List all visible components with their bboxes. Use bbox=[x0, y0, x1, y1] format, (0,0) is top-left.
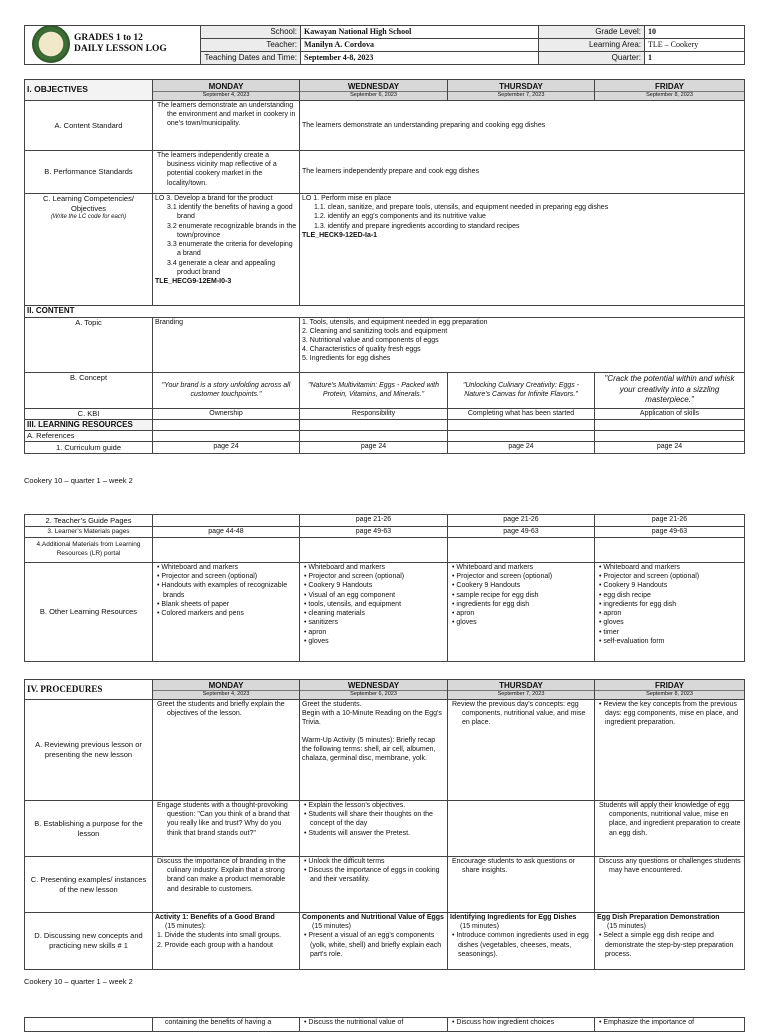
kbi-thursday: Completing what has been started bbox=[448, 408, 595, 419]
other-resources-friday: • Whiteboard and markers • Projector and screen (optional) • Cookery 9 Handouts • egg dish recipe • ingredients for egg dish • apron • gloves • timer • self-evaluation form bbox=[595, 563, 745, 662]
procedures-continued-table bbox=[24, 1017, 745, 1032]
header-info bbox=[24, 25, 745, 65]
proc-day-header-thursday: THURSDAY September 7, 2023 bbox=[448, 680, 595, 700]
teachers-guide-monday bbox=[153, 515, 300, 527]
proc-a-friday: • Review the key concepts from the previous days: egg components, mise en place, and ingredient preparation. bbox=[595, 700, 745, 801]
continued-wednesday: • Discuss the nutritional value of bbox=[300, 1018, 448, 1032]
content-standard-label: A. Content Standard bbox=[25, 101, 153, 151]
resources-table bbox=[24, 514, 745, 662]
proc-b-wednesday: • Explain the lesson’s objectives. • Students will share their thoughts on the concept of the day • Students will answer the Pretest. bbox=[300, 801, 448, 857]
proc-c-monday: Discuss the importance of branding in the culinary industry. Explain that a strong brand can make a product memorable and desirable to customers. bbox=[153, 857, 300, 913]
school-value: Kawayan National High School bbox=[301, 26, 539, 39]
other-resources-monday: • Whiteboard and markers • Projector and screen (optional) • Handouts with examples of recognizable brands • Blank sheets of paper • Colored markers and pens bbox=[153, 563, 300, 662]
proc-d-friday: Egg Dish Preparation Demonstration (15 minutes) • Select a simple egg dish recipe and demonstrate the step-by-step preparation process. bbox=[595, 913, 745, 970]
teachers-guide-label: 2. Teacher’s Guide Pages bbox=[25, 515, 153, 527]
proc-d-label: D. Discussing new concepts and practicing new skills # 1 bbox=[25, 913, 153, 970]
continued-friday: • Emphasize the importance of bbox=[595, 1018, 745, 1032]
day-header-friday: FRIDAY September 8, 2023 bbox=[595, 80, 745, 101]
performance-standards-rest: The learners independently prepare and cook egg dishes bbox=[300, 151, 745, 194]
references-label: A. References bbox=[25, 431, 153, 442]
content-heading: II. CONTENT bbox=[25, 306, 745, 318]
teacher-label: Teacher: bbox=[201, 39, 301, 52]
curriculum-guide-friday: page 24 bbox=[595, 442, 745, 454]
learners-materials-thursday: page 49-63 bbox=[448, 527, 595, 538]
topic-rest: 1. Tools, utensils, and equipment needed in egg preparation 2. Cleaning and sanitizing tools and equipment 3. Nutritional value and components of eggs 4. Characteristics of quality fresh eggs 5. Ingredients for egg dishes bbox=[300, 317, 745, 372]
competencies-label: C. Learning Competencies/ Objectives (Write the LC code for each) bbox=[25, 194, 153, 306]
kbi-friday: Application of skills bbox=[595, 408, 745, 419]
continued-monday: containing the benefits of having a bbox=[153, 1018, 300, 1032]
teachers-guide-thursday: page 21-26 bbox=[448, 515, 595, 527]
curriculum-guide-monday: page 24 bbox=[153, 442, 300, 454]
curriculum-guide-thursday: page 24 bbox=[448, 442, 595, 454]
proc-d-monday: Activity 1: Benefits of a Good Brand (15 minutes): 1. Divide the students into small groups. 2. Provide each group with a handout bbox=[153, 913, 300, 970]
area-value: TLE – Cookery bbox=[645, 39, 745, 52]
teacher-value: Manilyn A. Cordova bbox=[301, 39, 539, 52]
resources-heading: III. LEARNING RESOURCES bbox=[25, 419, 153, 431]
performance-standards-label: B. Performance Standards bbox=[25, 151, 153, 194]
learners-materials-friday: page 49-63 bbox=[595, 527, 745, 538]
performance-standards-monday: The learners independently create a business vicinity map reflective of a potential cookery market in the locality/town. bbox=[153, 151, 300, 194]
proc-b-thursday bbox=[448, 801, 595, 857]
proc-b-friday: Students will apply their knowledge of egg components, nutritional value, mise en place, and ingredient preparation to create an egg dish. bbox=[595, 801, 745, 857]
proc-day-header-friday: FRIDAY September 8, 2023 bbox=[595, 680, 745, 700]
competencies-rest: LO 1. Perform mise en place 1.1. clean, sanitize, and prepare tools, utensils, and equipment needed in preparing egg dishes 1.2. identify an egg’s components and its nutritive value 1.3. identify and prepare ingredients according to standard recipes TLE_HECK9-12ED-Ia-1 bbox=[300, 194, 745, 306]
kbi-wednesday: Responsibility bbox=[300, 408, 448, 419]
curriculum-guide-wednesday: page 24 bbox=[300, 442, 448, 454]
proc-c-thursday: Encourage students to ask questions or share insights. bbox=[448, 857, 595, 913]
other-resources-wednesday: • Whiteboard and markers • Projector and screen (optional) • Cookery 9 Handouts • Visual of an egg component • tools, utensils, and equipment • cleaning materials • sanitizers • apron • gloves bbox=[300, 563, 448, 662]
proc-d-thursday: Identifying Ingredients for Egg Dishes (15 minutes) • Introduce common ingredients used in egg dishes (vegetables, cheeses, meats, seasonings). bbox=[448, 913, 595, 970]
teachers-guide-wednesday: page 21-26 bbox=[300, 515, 448, 527]
objectives-table bbox=[24, 79, 745, 454]
grade-value: 10 bbox=[645, 26, 745, 39]
other-resources-label: B. Other Learning Resources bbox=[25, 563, 153, 662]
lc-code-monday: TLE_HECG9-12EM-I0-3 bbox=[155, 278, 232, 286]
additional-materials-label: 4.Additional Materials from Learning Resources (LR) portal bbox=[25, 538, 153, 563]
proc-b-label: B. Establishing a purpose for the lesson bbox=[25, 801, 153, 857]
kbi-monday: Ownership bbox=[153, 408, 300, 419]
proc-day-header-wednesday: WEDNESDAY September 6, 2023 bbox=[300, 680, 448, 700]
proc-a-monday: Greet the students and briefly explain the objectives of the lesson. bbox=[153, 700, 300, 801]
grade-label: Grade Level: bbox=[539, 26, 645, 39]
teachers-guide-friday: page 21-26 bbox=[595, 515, 745, 527]
competencies-note: (Write the LC code for each) bbox=[50, 213, 127, 220]
proc-c-friday: Discuss any questions or challenges students may have encountered. bbox=[595, 857, 745, 913]
concept-friday: "Crack the potential within and whisk your creativity into a sizzling masterpiece." bbox=[595, 372, 745, 408]
proc-c-wednesday: • Unlock the difficult terms • Discuss the importance of eggs in cooking and their versatility. bbox=[300, 857, 448, 913]
proc-a-wednesday: Greet the students. Begin with a 10-Minute Reading on the Egg's Trivia. Warm-Up Activity (5 minutes): Briefly recap the following terms: shell, air cell, albumen, chalaza, germinal disc, membrane, yolk. bbox=[300, 700, 448, 801]
proc-day-header-monday: MONDAY September 4, 2023 bbox=[153, 680, 300, 700]
page-footer: Cookery 10 – quarter 1 – week 2 bbox=[24, 476, 133, 485]
procedures-table bbox=[24, 679, 745, 970]
page-footer-2: Cookery 10 – quarter 1 – week 2 bbox=[24, 977, 133, 986]
quarter-label: Quarter: bbox=[539, 52, 645, 65]
kbi-label: C. KBI bbox=[25, 408, 153, 419]
form-title: GRADES 1 to 12 DAILY LESSON LOG bbox=[74, 33, 167, 54]
dates-label: Teaching Dates and Time: bbox=[201, 52, 301, 65]
area-label: Learning Area: bbox=[539, 39, 645, 52]
concept-wednesday: "Nature's Multivitamin: Eggs - Packed with Protein, Vitamins, and Minerals." bbox=[300, 372, 448, 408]
proc-a-thursday: Review the previous day's concepts: egg components, nutritional value, and mise en place. bbox=[448, 700, 595, 801]
content-standard-monday: The learners demonstrate an understanding the environment and market in cookery in one’s town/municipality. bbox=[153, 101, 300, 151]
lc-code-rest: TLE_HECK9-12ED-Ia-1 bbox=[302, 231, 378, 239]
learners-materials-wednesday: page 49-63 bbox=[300, 527, 448, 538]
concept-label: B. Concept bbox=[25, 372, 153, 408]
proc-a-label: A. Reviewing previous lesson or presenting the new lesson bbox=[25, 700, 153, 801]
quarter-value: 1 bbox=[645, 52, 745, 65]
school-label: School: bbox=[201, 26, 301, 39]
proc-d-wednesday: Components and Nutritional Value of Eggs (15 minutes) • Present a visual of an egg's components (yolk, white, shell) and briefly explain each part's role. bbox=[300, 913, 448, 970]
continued-thursday: • Discuss how ingredient choices bbox=[448, 1018, 595, 1032]
other-resources-thursday: • Whiteboard and markers • Projector and screen (optional) • Cookery 9 Handouts • sample recipe for egg dish • ingredients for egg dish • apron • gloves bbox=[448, 563, 595, 662]
day-header-thursday: THURSDAY September 7, 2023 bbox=[448, 80, 595, 101]
proc-b-monday: Engage students with a thought-provoking question: "Can you think of a brand that you really like and trust? Why do you think that brand stands out?" bbox=[153, 801, 300, 857]
competencies-monday: LO 3. Develop a brand for the product 3.1 identify the benefits of having a good brand 3.2 enumerate recognizable brands in the town/province 3.3 enumerate the criteria for developing a brand 3.4 generate a clear and appealing product brand TLE_HECG9-12EM-I0-3 bbox=[153, 194, 300, 306]
concept-thursday: "Unlocking Culinary Creativity: Eggs - Nature's Canvas for Infinite Flavors." bbox=[448, 372, 595, 408]
content-standard-rest: The learners demonstrate an understanding preparing and cooking egg dishes bbox=[300, 101, 745, 151]
dates-value: September 4-8, 2023 bbox=[301, 52, 539, 65]
concept-monday: "Your brand is a story unfolding across all customer touchpoints." bbox=[153, 372, 300, 408]
day-header-monday: MONDAY September 4, 2023 bbox=[153, 80, 300, 101]
objectives-heading: I. OBJECTIVES bbox=[25, 80, 153, 101]
topic-monday: Branding bbox=[153, 317, 300, 372]
day-header-wednesday: WEDNESDAY September 6, 2023 bbox=[300, 80, 448, 101]
learners-materials-label: 3. Learner’s Materials pages bbox=[25, 527, 153, 538]
curriculum-guide-label: 1. Curriculum guide bbox=[25, 442, 153, 454]
learners-materials-monday: page 44-48 bbox=[153, 527, 300, 538]
proc-c-label: C. Presenting examples/ instances of the new lesson bbox=[25, 857, 153, 913]
topic-label: A. Topic bbox=[25, 317, 153, 372]
procedures-heading: IV. PROCEDURES bbox=[25, 680, 153, 700]
